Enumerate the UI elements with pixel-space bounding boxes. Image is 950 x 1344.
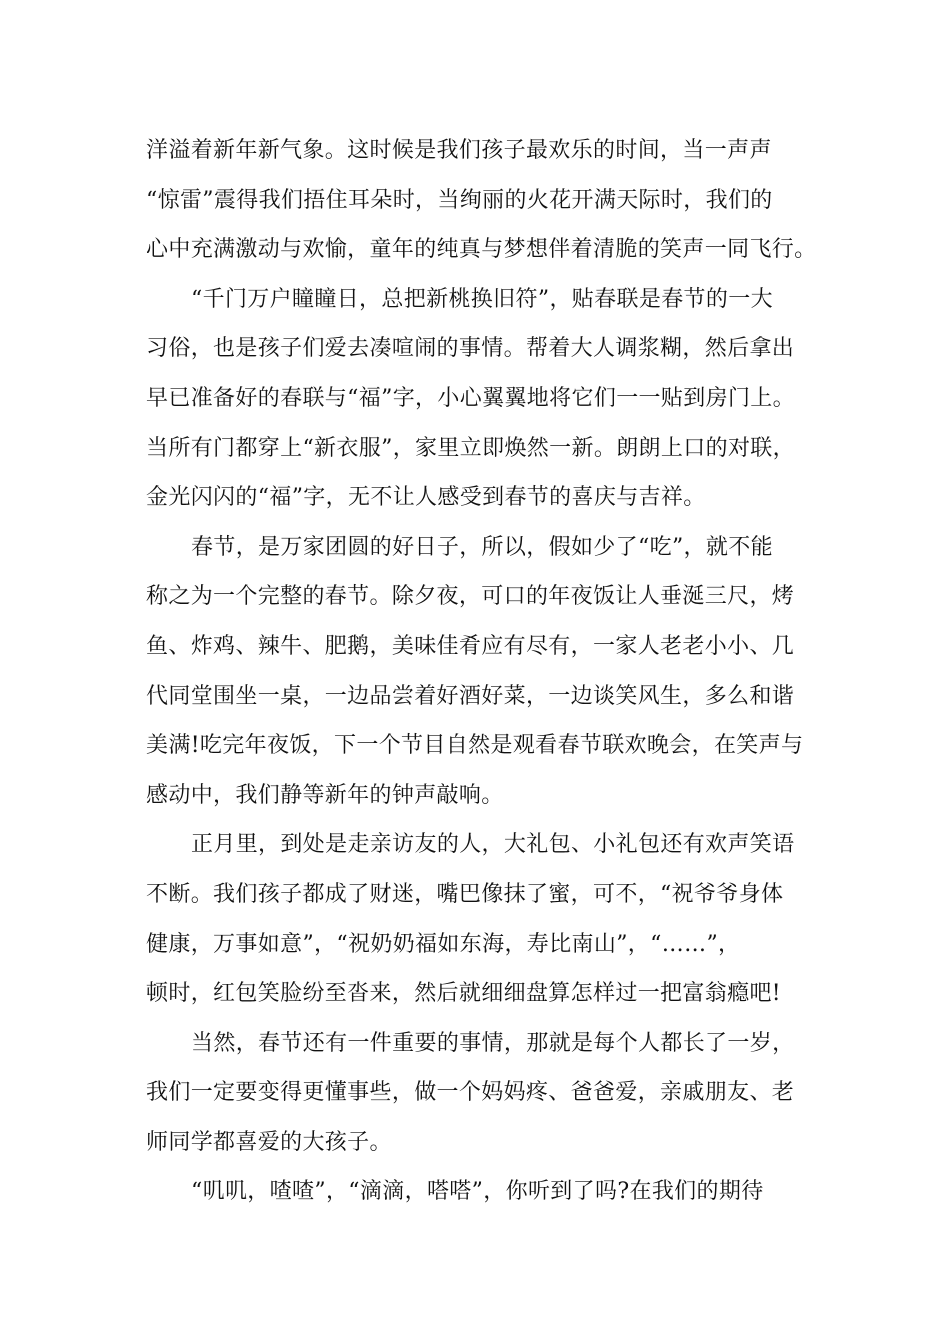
text-line: “叽叽，喳喳”，“滴滴，嗒嗒”，你听到了吗?在我们的期待 bbox=[191, 1179, 764, 1205]
text-line: 顿时，红包笑脸纷至沓来，然后就细细盘算怎样过一把富翁瘾吧! bbox=[146, 981, 781, 1007]
text-line: 金光闪闪的“福”字，无不让人感受到春节的喜庆与吉祥。 bbox=[146, 485, 706, 511]
document-page bbox=[146, 126, 817, 1217]
text-line: 当所有门都穿上“新衣服”，家里立即焕然一新。朗朗上口的对联， bbox=[146, 435, 795, 461]
text-line: 早已准备好的春联与“福”字，小心翼翼地将它们一一贴到房门上。 bbox=[146, 385, 795, 411]
text-line: 师同学都喜爱的大孩子。 bbox=[146, 1129, 392, 1155]
text-line: 感动中，我们静等新年的钟声敲响。 bbox=[146, 782, 504, 808]
text-line: 心中充满激动与欢愉，童年的纯真与梦想伴着清脆的笑声一同飞行。 bbox=[146, 237, 817, 263]
text-line: 鱼、炸鸡、辣牛、肥鹅，美味佳肴应有尽有，一家人老老小小、几 bbox=[146, 633, 795, 659]
text-line: 代同堂围坐一桌，一边品尝着好酒好菜，一边谈笑风生，多么和谐 bbox=[146, 683, 795, 709]
text-line: 美满!吃完年夜饭，下一个节目自然是观看春节联欢晚会，在笑声与 bbox=[146, 733, 804, 759]
text-line: 当然，春节还有一件重要的事情，那就是每个人都长了一岁， bbox=[191, 1030, 795, 1056]
text-line: “惊雷”震得我们捂住耳朵时，当绚丽的火花开满天际时，我们的 bbox=[146, 187, 773, 213]
text-line: 不断。我们孩子都成了财迷，嘴巴像抹了蜜，可不，“祝爷爷身体 bbox=[146, 881, 784, 907]
text-line: 我们一定要变得更懂事些，做一个妈妈疼、爸爸爱，亲戚朋友、老 bbox=[146, 1080, 795, 1106]
text-line: “千门万户瞳瞳日，总把新桃换旧符”，贴春联是春节的一大 bbox=[191, 286, 773, 312]
text-line: 春节，是万家团圆的好日子，所以，假如少了“吃”，就不能 bbox=[191, 534, 773, 560]
text-line: 健康，万事如意”，“祝奶奶福如东海，寿比南山”，“……”， bbox=[146, 931, 741, 957]
text-line: 正月里，到处是走亲访友的人，大礼包、小礼包还有欢声笑语 bbox=[191, 832, 795, 858]
text-line: 洋溢着新年新气象。这时候是我们孩子最欢乐的时间，当一声声 bbox=[146, 138, 772, 163]
text-line: 称之为一个完整的春节。除夕夜，可口的年夜饭让人垂涎三尺，烤 bbox=[146, 584, 795, 610]
text-line: 习俗，也是孩子们爱去凑喧闹的事情。帮着大人调浆糊，然后拿出 bbox=[146, 336, 795, 362]
